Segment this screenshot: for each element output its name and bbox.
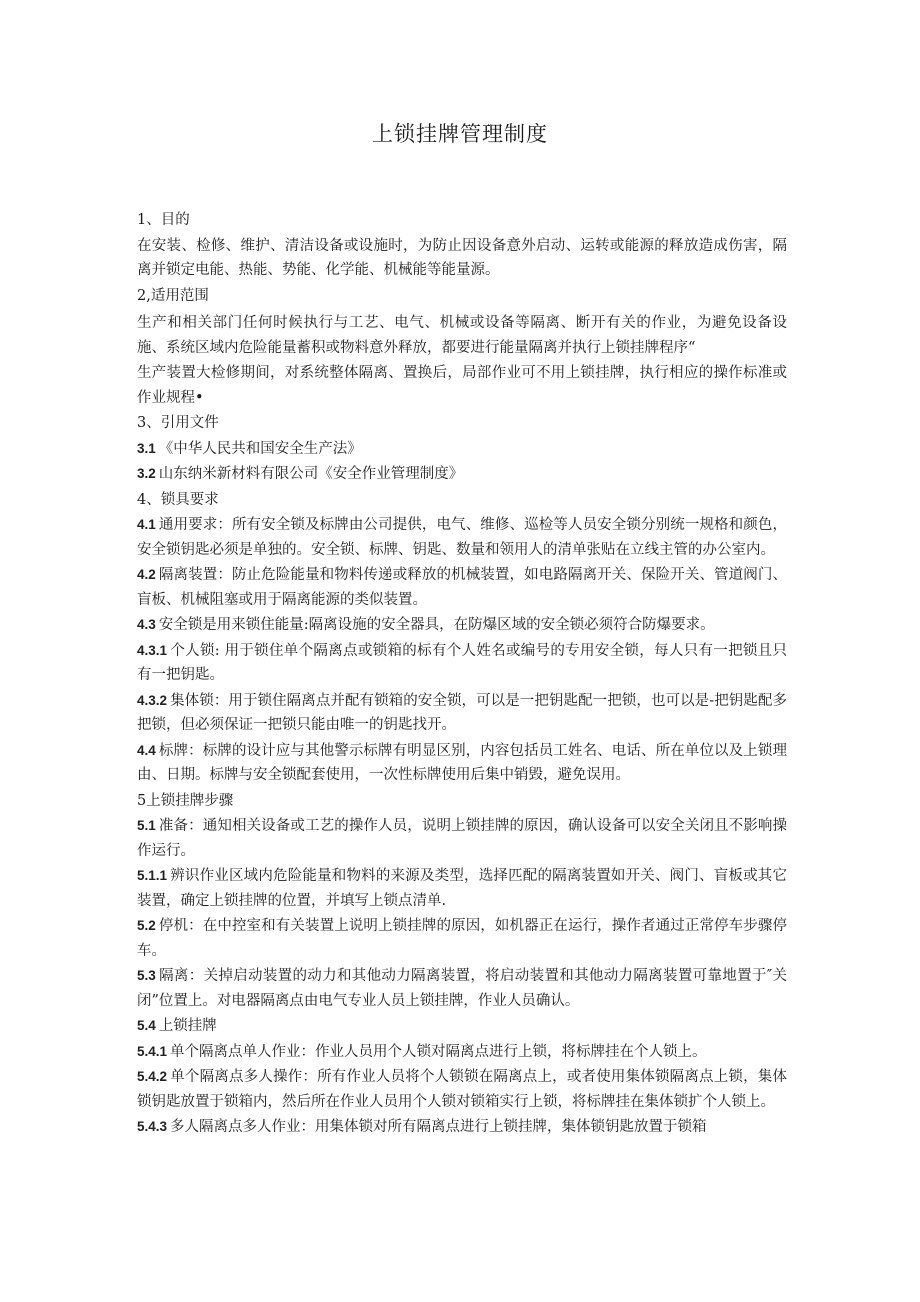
section-number: 3.1 — [137, 440, 156, 456]
paragraph-text: 1、目的 — [137, 212, 190, 228]
paragraph-text: 标牌：标牌的设计应与其他警示标牌有明显区别，内容包括员工姓名、电话、所在单位以及上锁理由、日期。标牌与安全锁配套使用，一次性标牌使用后集中销毁，避免误用。 — [137, 742, 787, 783]
paragraph — [137, 689, 787, 738]
section-number: 5.4.2 — [137, 1069, 168, 1084]
paragraph-text: 安全锁是用来锁住能量:隔离设施的安全器具，在防爆区域的安全锁必须符合防爆要求。 — [158, 617, 715, 633]
paragraph-text: 停机：在中控室和有关装置上说明上锁挂牌的原因，如机器正在运行，操作者通过正常停车步骤停车。 — [137, 918, 787, 959]
paragraph — [137, 1014, 787, 1039]
paragraph — [137, 563, 787, 612]
paragraph-text: 单个隔离点单人作业：作业人员用个人锁对隔离点进行上锁，将标牌挂在个人锁上。 — [170, 1043, 707, 1060]
paragraph — [137, 864, 787, 913]
paragraph — [137, 814, 787, 863]
paragraph-text: 生产和相关部门任何时候执行与工艺、电气、机械或设备等隔离、断开有关的作业，为避免设备设施、系统区域内危险能量蓄积或物料意外释放，都要进行能量隔离并执行上锁挂牌程序“ — [137, 315, 787, 356]
paragraph — [137, 411, 787, 436]
section-number: 4.3.2 — [137, 692, 168, 708]
paragraph-text: 通用要求：所有安全锁及标牌由公司提供，电气、维修、巡检等人员安全锁分别统一规格和颜色，安全锁钥匙必须是单独的。安全锁、标牌、钥匙、数量和领用人的清单张贴在立线主管的办公室内。 — [137, 517, 787, 558]
paragraph — [137, 361, 787, 410]
paragraph-text: 《中华人民共和国安全生产法》 — [158, 440, 362, 457]
paragraph-text: 山东纳米新材料有限公司《安全作业管理制度》 — [158, 466, 464, 482]
section-number: 5.1.1 — [137, 868, 168, 883]
paragraph — [137, 789, 787, 814]
section-number: 5.4 — [137, 1018, 156, 1033]
paragraph-text: 个人锁: 用于锁住单个隔离点或锁箱的标有个人姓名或编号的专用安全锁，每人只有一把锁且只有一把钥匙。 — [137, 642, 787, 683]
paragraph — [137, 1115, 787, 1140]
paragraph — [137, 437, 787, 462]
paragraph — [137, 914, 787, 963]
document-body — [137, 205, 787, 1141]
paragraph — [137, 964, 787, 1013]
section-number: 4.2 — [137, 567, 156, 582]
paragraph-text: 上锁挂牌 — [158, 1018, 217, 1034]
paragraph-text: 4、锁具要求 — [137, 491, 219, 508]
section-number: 5.3 — [137, 968, 156, 983]
paragraph — [137, 613, 787, 638]
paragraph-text: 准备：通知相关设备或工艺的操作人员，说明上锁挂牌的原因，确认设备可以安全关闭且不影响操作运行。 — [137, 818, 787, 859]
paragraph-text: 隔离：关掉启动装置的动力和其他动力隔离装置，将启动装置和其他动力隔离装置可靠地置于″关闭”位置上。对电器隔离点由电气专业人员上锁挂牌，作业人员确认。 — [137, 968, 787, 1009]
section-number: 4.1 — [137, 517, 156, 532]
paragraph — [137, 234, 787, 283]
section-number: 5.2 — [137, 918, 156, 933]
section-number: 4.4 — [137, 742, 156, 758]
paragraph-text: 集体锁：用于锁住隔离点并配有锁箱的安全锁，可以是一把钥匙配一把锁，也可以是-把钥匙配多把锁，但必须保证一把锁只能由唯一的钥匙找开。 — [137, 692, 787, 733]
section-number: 3.2 — [137, 466, 156, 481]
section-number: 5.4.1 — [137, 1043, 168, 1059]
paragraph — [137, 208, 787, 233]
section-number: 4.3.1 — [137, 642, 168, 658]
paragraph — [137, 284, 787, 309]
paragraph — [137, 1065, 787, 1114]
paragraph — [137, 311, 787, 360]
paragraph-text: 多人隔离点多人作业：用集体锁对所有隔离点进行上锁挂牌，集体锁钥匙放置于锁箱 — [170, 1119, 707, 1135]
paragraph-text: 3、引用文件 — [137, 415, 219, 431]
paragraph-text: 辨识作业区域内危险能量和物料的来源及类型，选择匹配的隔离装置如开关、阀门、盲板或其它装置，确定上锁挂牌的位置，并填写上锁点清单. — [137, 868, 787, 909]
paragraph-text: 单个隔离点多人操作：所有作业人员将个人锁锁在隔离点上，或者使用集体锁隔离点上锁，集体锁钥匙放置于锁箱内，然后所在作业人员用个人锁对锁箱实行上锁，将标牌挂在集体锁扩个人锁上。 — [137, 1069, 787, 1110]
paragraph-text: 在安装、检修、维护、清洁设备或设施时，为防止因设备意外启动、运转或能源的释放造成伤害，隔离并锁定电能、热能、势能、化学能、机械能等能量源。 — [137, 237, 787, 278]
paragraph — [137, 639, 787, 688]
paragraph-text: 生产装置大检修期间，对系统整体隔离、置换后，局部作业可不用上锁挂牌，执行相应的操作标准或作业规程• — [137, 365, 787, 406]
section-number: 4.3 — [137, 617, 156, 632]
paragraph-text: 隔离装置：防止危险能量和物料传递或释放的机械装置，如电路隔离开关、保险开关、管道阀门、盲板、机械阻塞或用于隔离能源的类似装置。 — [137, 567, 787, 608]
section-number: 5.4.3 — [137, 1119, 168, 1134]
paragraph — [137, 488, 787, 513]
paragraph-text: 2,适用范围 — [137, 287, 209, 304]
document-title: 上锁挂牌管理制度 — [372, 122, 548, 146]
paragraph — [137, 513, 787, 562]
paragraph — [137, 462, 787, 487]
paragraph — [137, 739, 787, 788]
section-number: 5.1 — [137, 818, 156, 833]
paragraph-text: 5上锁挂牌步骤 — [137, 792, 234, 809]
paragraph — [137, 1040, 787, 1065]
